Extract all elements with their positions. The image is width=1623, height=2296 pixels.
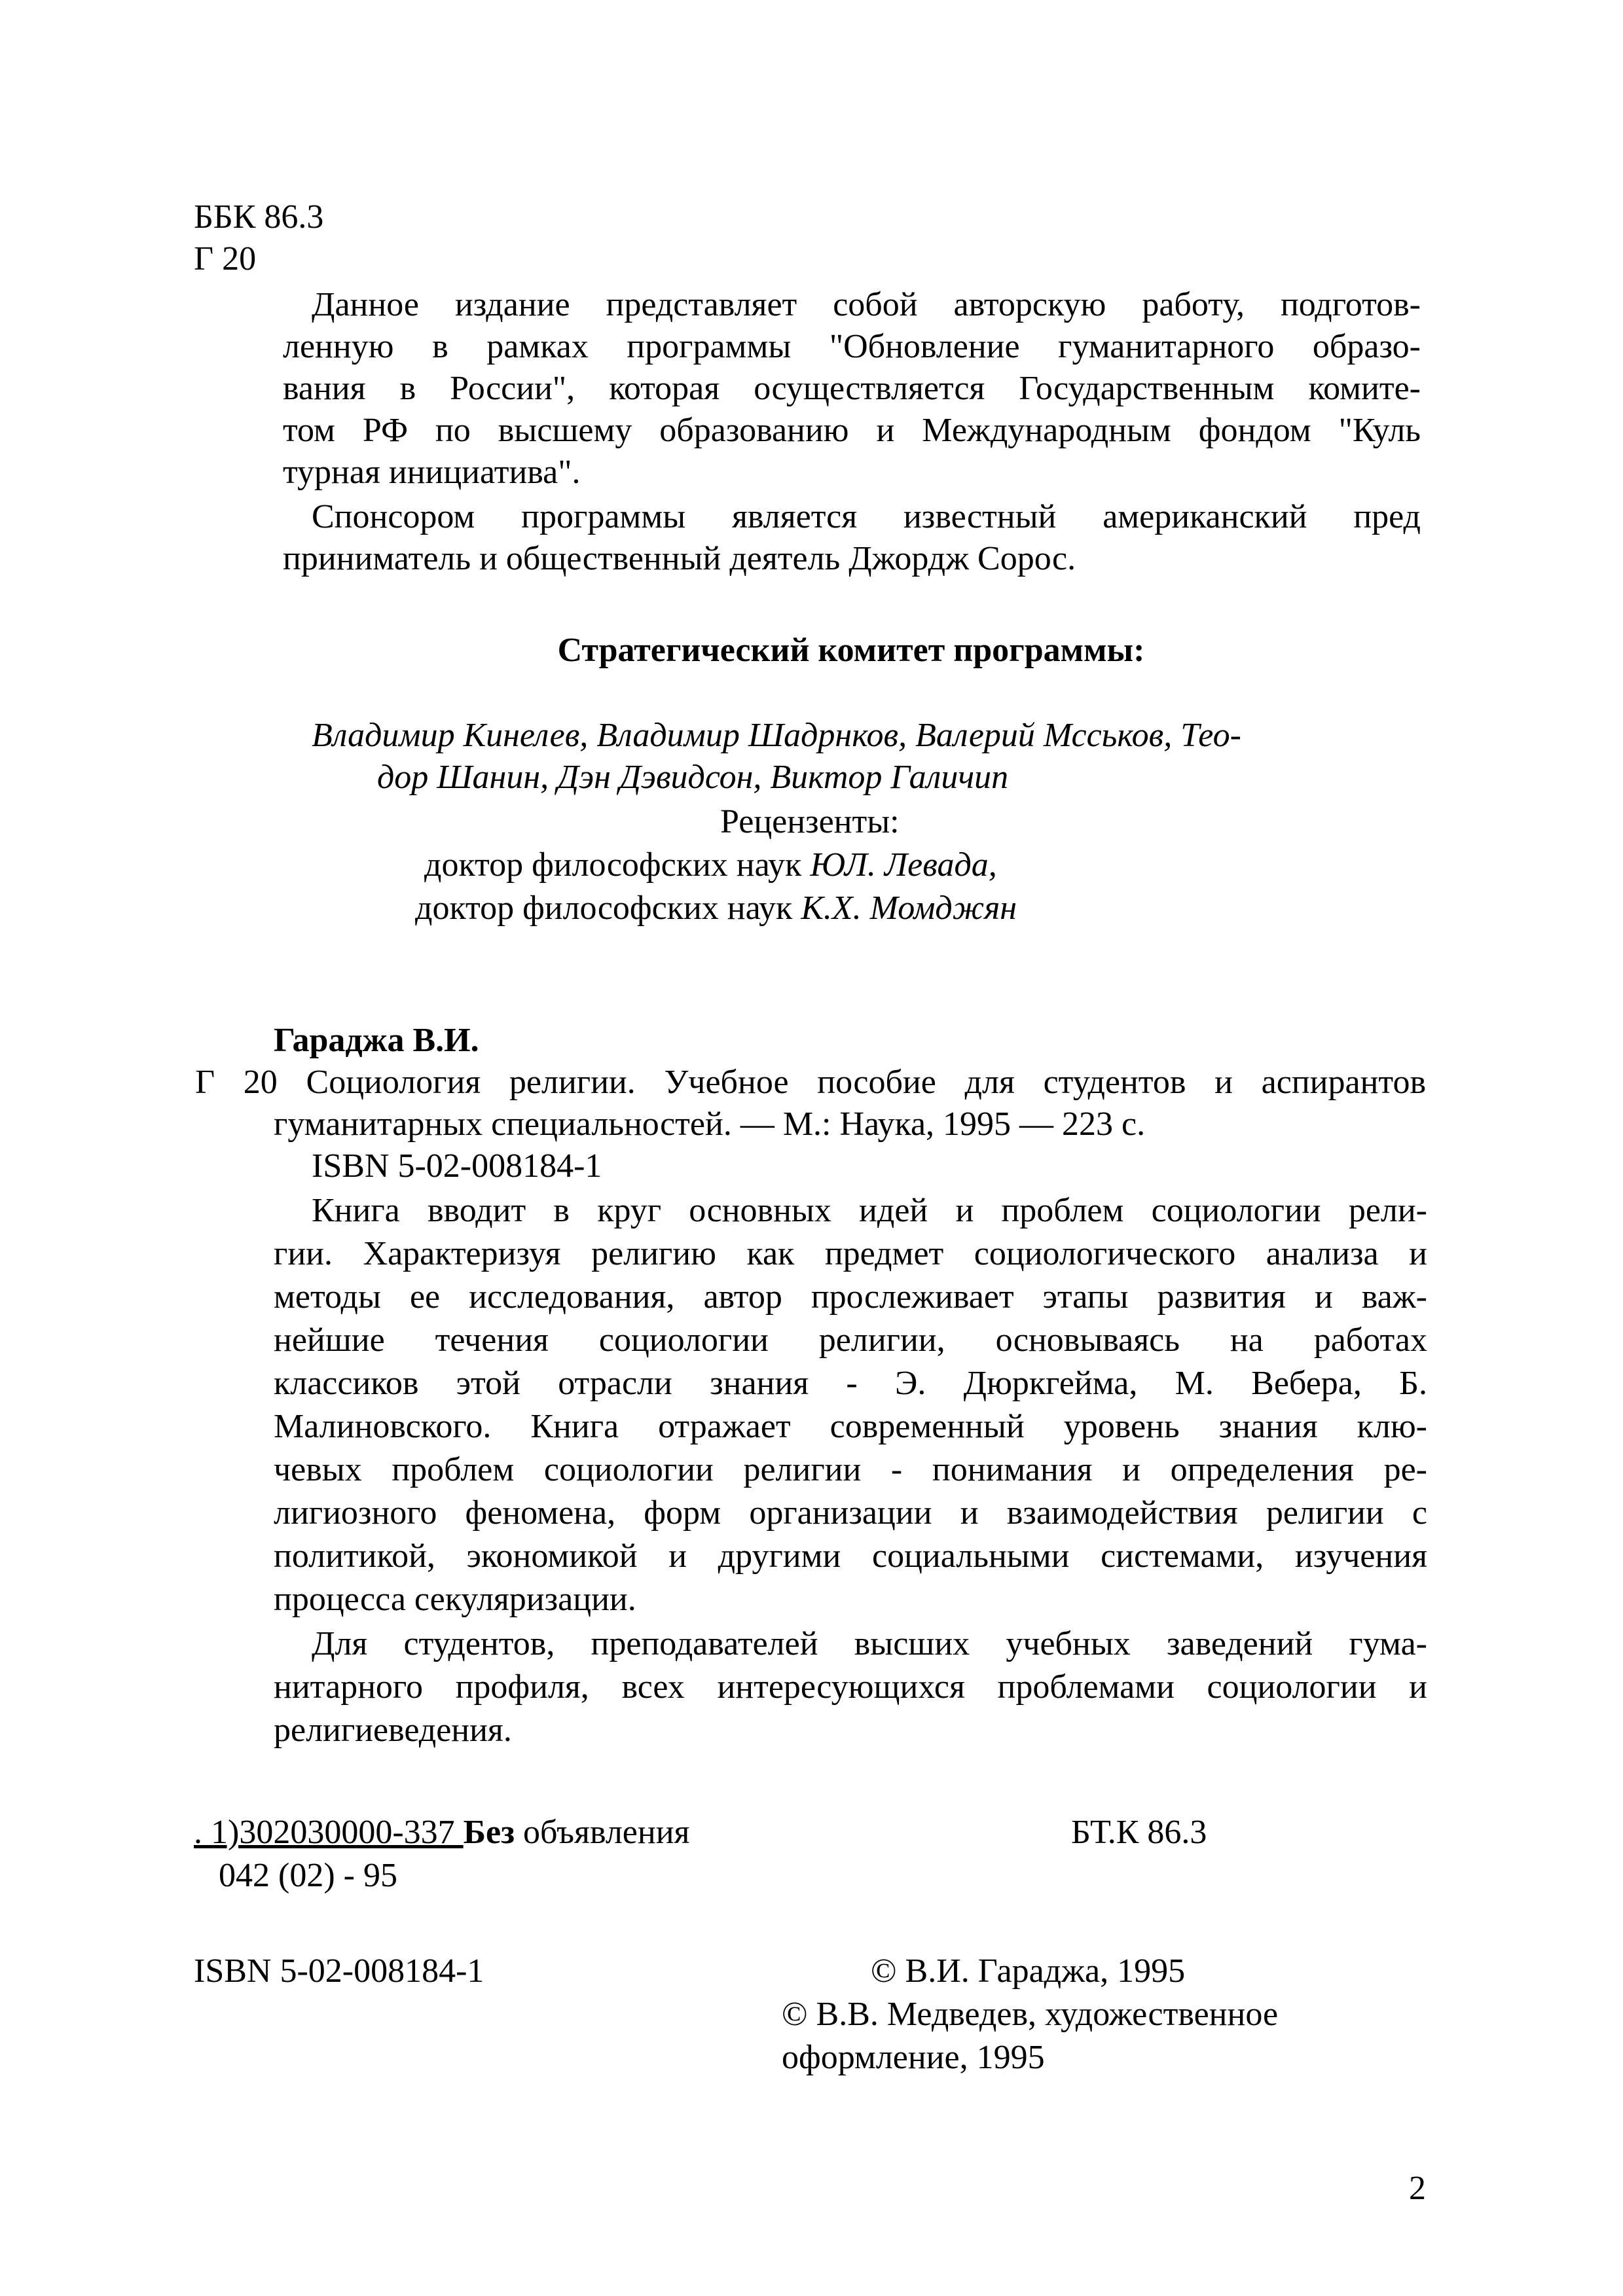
committee-members-line-2: дор Шанин, Дэн Дэвидсон, Виктор Галичип	[377, 759, 1009, 796]
abstract-line-9: политикой, экономикой и другими социальными системами, изучения	[274, 1537, 1427, 1575]
imprint-code-rest: объявления	[515, 1814, 690, 1851]
reviewer-1	[424, 844, 997, 886]
reviewer-1-degree: доктор философских наук	[424, 846, 802, 884]
copyright-author: © В.И. Гараджа, 1995	[871, 1952, 1186, 1990]
intro-line-3: вания в России", которая осуществляется Государственным комите-	[283, 370, 1421, 407]
book-title-line-2: гуманитарных специальностей. — М.: Наука, 1995 — 223 с.	[274, 1105, 1146, 1143]
author-code: Г 20	[194, 240, 257, 278]
sponsor-line-2: приниматель и общественный деятель Джордж Сорос.	[283, 540, 1076, 577]
audience-line-3: религиеведения.	[274, 1712, 512, 1749]
abstract-line-2: гии. Характеризуя религию как предмет социологического анализа и	[274, 1235, 1427, 1272]
reviewer-2	[415, 888, 1017, 929]
reviewer-1-name: ЮЛ. Левада,	[810, 846, 997, 884]
abstract-line-5: классиков этой отрасли знания - Э. Дюркгейма, М. Вебера, Б.	[274, 1365, 1427, 1402]
audience-line-1: Для студентов, преподавателей высших учебных заведений гума-	[312, 1625, 1427, 1662]
bbk-index: ББК 86.3	[194, 198, 324, 236]
abstract-line-7: чевых проблем социологии религии - понимания и определения ре-	[274, 1451, 1427, 1488]
abstract-line-6: Малиновского. Книга отражает современный уровень знания клю-	[274, 1408, 1427, 1445]
page-number: 2	[1409, 2170, 1426, 2207]
reviewers-heading: Рецензенты:	[720, 803, 900, 840]
imprint-code-bold: Без	[463, 1814, 515, 1851]
book-author: Гараджа В.И.	[274, 1022, 479, 1059]
abstract-line-3: методы ее исследования, автор прослеживает этапы развития и важ-	[274, 1278, 1427, 1316]
abstract-line-10: процесса секуляризации.	[274, 1581, 636, 1618]
imprint-isbn: ISBN 5-02-008184-1	[194, 1952, 484, 1990]
imprint-code-line-2: 042 (02) - 95	[219, 1857, 397, 1894]
imprint-bbk: БТ.К 86.3	[1071, 1814, 1207, 1851]
abstract-line-1: Книга вводит в круг основных идей и проблем социологии рели-	[312, 1192, 1427, 1229]
book-isbn: ISBN 5-02-008184-1	[312, 1147, 602, 1185]
sponsor-line-1: Спонсором программы является известный американский пред	[312, 498, 1421, 535]
audience-line-2: нитарного профиля, всех интересующихся проблемами социологии и	[274, 1668, 1427, 1706]
intro-line-2: ленную в рамках программы "Обновление гуманитарного образо-	[283, 328, 1421, 365]
committee-heading: Стратегический комитет программы:	[557, 632, 1145, 669]
reviewer-2-degree: доктор философских наук	[415, 889, 793, 927]
abstract-line-4: нейшие течения социологии религии, основываясь на работах	[274, 1321, 1427, 1359]
copyright-design-line-1: © В.В. Медведев, художественное	[782, 1996, 1279, 2033]
intro-line-5: турная инициатива".	[283, 454, 581, 491]
abstract-line-8: лигиозного феномена, форм организации и взаимодействия религии с	[274, 1494, 1427, 1532]
imprint-code-line-1	[194, 1812, 689, 1854]
intro-line-1: Данное издание представляет собой авторскую работу, подготов-	[312, 286, 1421, 323]
copyright-design-line-2: оформление, 1995	[782, 2039, 1045, 2076]
committee-members-line-1: Владимир Кинелев, Владимир Шадрнков, Валерий Мсськов, Тео-	[312, 717, 1241, 754]
reviewer-2-name: К.Х. Момджян	[801, 889, 1017, 927]
imprint-code-number: . 1)302030000-337	[194, 1814, 464, 1851]
intro-line-4: том РФ по высшему образованию и Международным фондом "Куль	[283, 412, 1421, 449]
book-title-line-1: Г 20 Социология религии. Учебное пособие для студентов и аспирантов	[195, 1064, 1426, 1101]
